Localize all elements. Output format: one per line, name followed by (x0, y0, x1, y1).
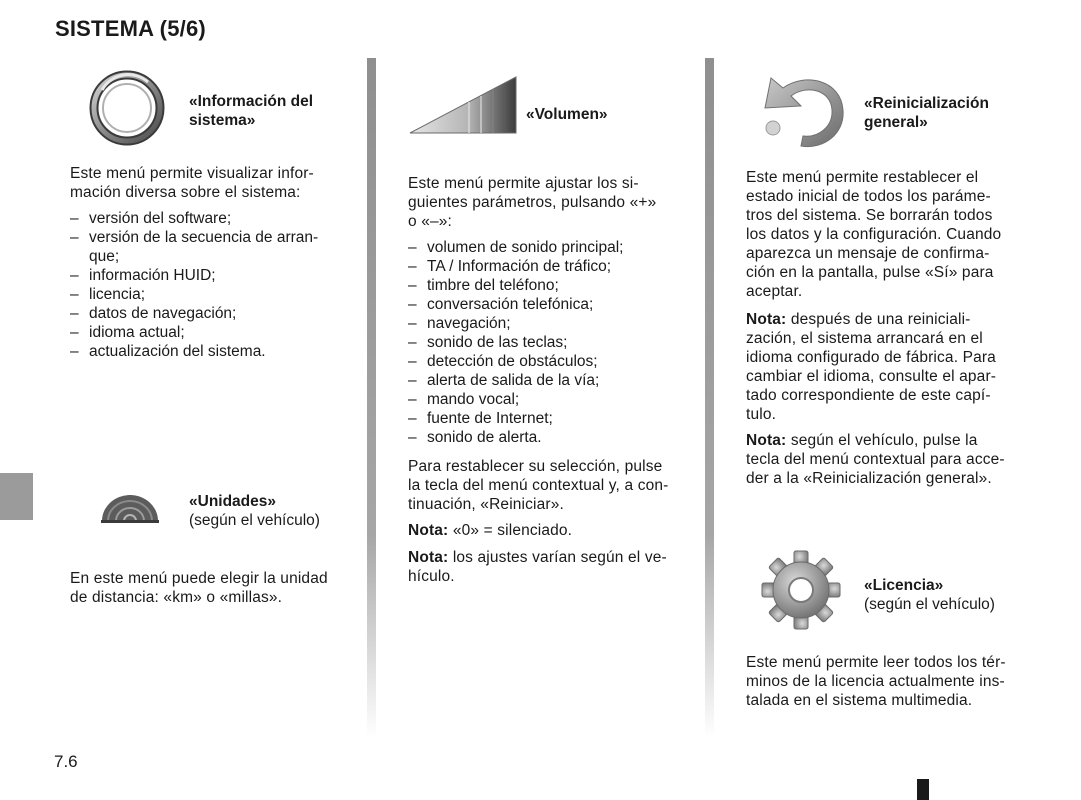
license-gear-icon (761, 550, 841, 630)
list-item: – mando vocal; (408, 390, 690, 409)
text-line: tros del sistema. Se borrarán todos (746, 207, 993, 224)
list-item: – idioma actual; (70, 323, 352, 342)
reset-label-line1: «Reinicialización (864, 95, 989, 112)
page-corner-mark (917, 779, 929, 800)
volume-intro-line: Este menú permite ajustar los si- (408, 175, 639, 192)
info-intro-line: Este menú permite visualizar infor- (70, 165, 314, 182)
list-item: – detección de obstáculos; (408, 352, 690, 371)
list-item: – versión de la secuencia de arran- (70, 228, 352, 247)
text-line: zación, el sistema arrancará en el (746, 330, 983, 347)
note-text: después de una reiniciali- (786, 311, 971, 328)
units-text-line: En este menú puede elegir la unidad (70, 570, 328, 587)
volume-reset-line: tinuación, «Reiniciar». (408, 496, 564, 513)
info-intro (70, 164, 352, 202)
volume-reset-text (408, 457, 690, 514)
list-item: – versión del software; (70, 209, 352, 228)
reset-description (746, 168, 1027, 301)
units-label-note: (según el vehículo) (189, 512, 320, 529)
list-item: – timbre del teléfono; (408, 276, 690, 295)
text-line: cambiar el idioma, consulte el apar- (746, 368, 997, 385)
info-list (70, 209, 352, 361)
text-line: minos de la licencia actualmente ins- (746, 673, 1005, 690)
info-label-line1: «Información del (189, 93, 314, 110)
chapter-tab (0, 473, 33, 520)
text-line: tulo. (746, 406, 777, 423)
volume-note-vehicle (408, 548, 690, 586)
license-text (746, 653, 1027, 710)
volume-label (526, 105, 608, 124)
license-label (864, 576, 995, 614)
info-label (189, 92, 313, 130)
list-item: – sonido de las teclas; (408, 333, 690, 352)
volume-label-title: «Volumen» (526, 106, 608, 123)
reset-label-line2: general» (864, 114, 928, 131)
list-item-continuation: que; (89, 248, 120, 265)
volume-intro (408, 174, 690, 231)
list-item: – TA / Información de tráfico; (408, 257, 690, 276)
text-line: estado inicial de todos los paráme- (746, 188, 991, 205)
text-line: ción en la pantalla, pulse «Sí» para (746, 264, 994, 281)
license-label-title: «Licencia» (864, 577, 944, 594)
note-text: según el vehículo, pulse la (786, 432, 978, 449)
list-item: – información HUID; (70, 266, 352, 285)
list-item: – actualización del sistema. (70, 342, 352, 361)
page-title: SISTEMA (5/6) (55, 16, 206, 41)
text-line: Este menú permite leer todos los tér- (746, 654, 1006, 671)
note-label: Nota: (408, 522, 449, 539)
volume-reset-line: Para restablecer su selección, pulse (408, 458, 663, 475)
reset-arrow-icon (757, 72, 847, 150)
note-text-line: hículo. (408, 568, 455, 585)
system-info-ring-icon (88, 68, 166, 148)
page-number: 7.6 (54, 752, 78, 771)
list-item: – alerta de salida de la vía; (408, 371, 690, 390)
volume-ramp-icon (409, 76, 517, 134)
list-item: – sonido de alerta. (408, 428, 690, 447)
units-gauge-icon (100, 492, 160, 524)
text-line: Este menú permite restablecer el (746, 169, 979, 186)
text-line: aceptar. (746, 283, 803, 300)
note-label: Nota: (408, 549, 449, 566)
license-label-note: (según el vehículo) (864, 596, 995, 613)
column-divider-left (367, 58, 376, 738)
reset-note-vehicle (746, 431, 1027, 488)
list-item: – volumen de sonido principal; (408, 238, 690, 257)
list-item: – licencia; (70, 285, 352, 304)
units-text (70, 569, 360, 607)
text-line: tado correspondiente de este capí- (746, 387, 991, 404)
list-item: – navegación; (408, 314, 690, 333)
text-line: aparezca un mensaje de confirma- (746, 245, 990, 262)
units-text-line: de distancia: «km» o «millas». (70, 589, 283, 606)
text-line: der a la «Reinicialización general». (746, 470, 992, 487)
reset-note-language (746, 310, 1027, 424)
volume-intro-line: guientes parámetros, pulsando «+» (408, 194, 657, 211)
note-text: «0» = silenciado. (448, 522, 573, 539)
info-label-line2: sistema» (189, 112, 256, 129)
text-line: tecla del menú contextual para acce- (746, 451, 1005, 468)
note-label: Nota: (746, 432, 787, 449)
volume-reset-line: la tecla del menú contextual y, a con- (408, 477, 669, 494)
reset-label (864, 94, 989, 132)
text-line: los datos y la configuración. Cuando (746, 226, 1002, 243)
info-intro-line: mación diversa sobre el sistema: (70, 184, 301, 201)
list-item: – conversación telefónica; (408, 295, 690, 314)
volume-intro-line: o «–»: (408, 213, 452, 230)
column-divider-right (705, 58, 714, 738)
units-label-title: «Unidades» (189, 493, 277, 510)
list-item: – datos de navegación; (70, 304, 352, 323)
text-line: talada en el sistema multimedia. (746, 692, 973, 709)
note-label: Nota: (746, 311, 787, 328)
text-line: idioma configurado de fábrica. Para (746, 349, 996, 366)
list-item: – fuente de Internet; (408, 409, 690, 428)
volume-list (408, 238, 690, 447)
units-label (189, 492, 320, 530)
note-text: los ajustes varían según el ve- (448, 549, 667, 566)
volume-note-mute (408, 521, 690, 540)
